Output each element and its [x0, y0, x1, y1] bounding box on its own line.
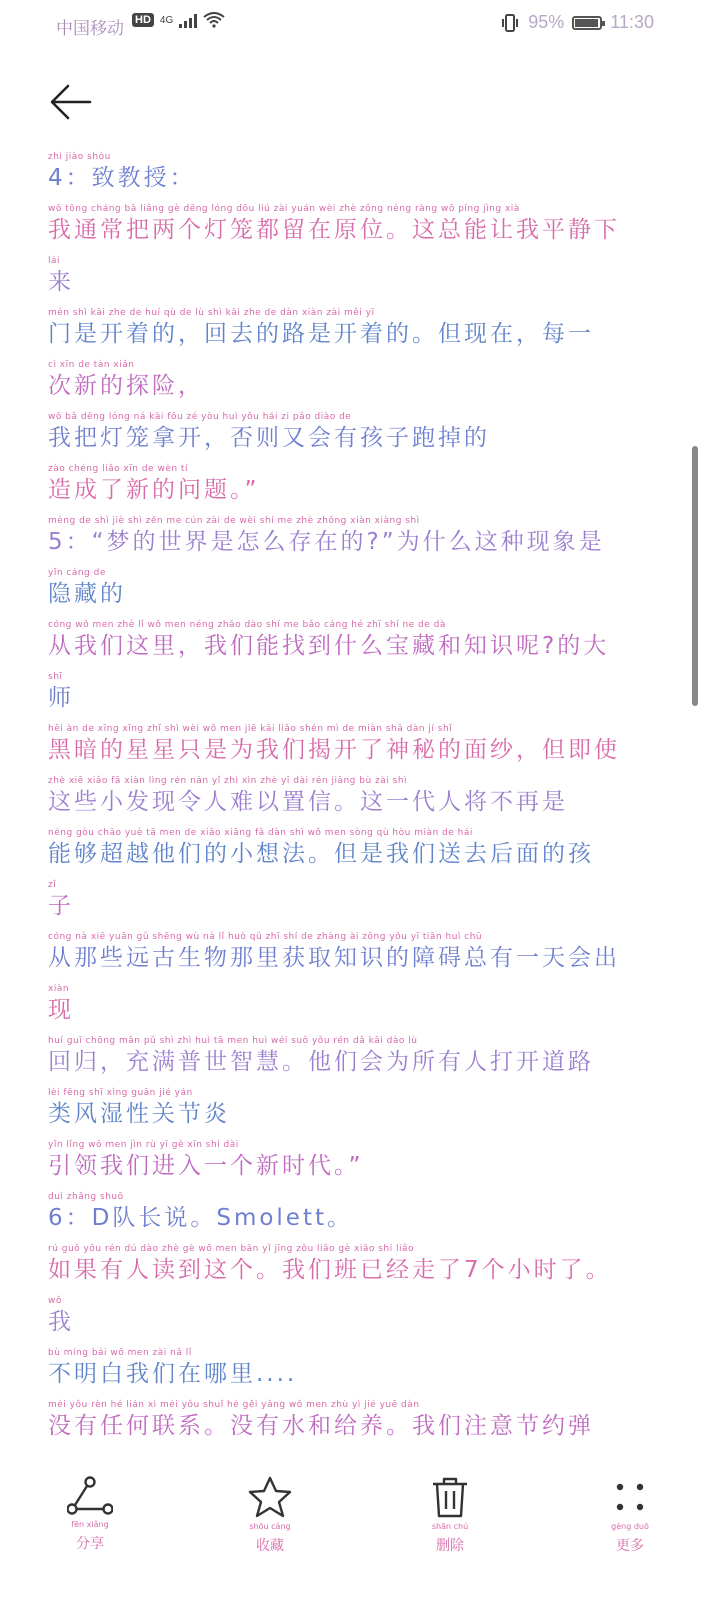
- text-line: [48, 1036, 658, 1076]
- text-line-content: 师: [48, 685, 74, 711]
- delete-button[interactable]: [390, 1470, 510, 1590]
- delete-label: 删除: [436, 1538, 464, 1554]
- text-line: [48, 984, 658, 1024]
- pinyin-annotation: méi yǒu rèn hé lián xì méi yǒu shuǐ hé gěi yǎng wǒ men zhù yì jié yuē dàn: [48, 1400, 420, 1410]
- more-label: 更多: [616, 1538, 644, 1554]
- pinyin-annotation: huí guī chōng mǎn pǔ shì zhì huì tā men huì wéi suǒ yǒu rén dǎ kāi dào lù: [48, 1036, 418, 1046]
- text-line: [48, 776, 658, 816]
- pinyin-annotation: rú guǒ yǒu rén dú dào zhè gè wǒ men bān yǐ jīng zǒu liǎo gè xiǎo shí liǎo: [48, 1244, 414, 1254]
- text-line: [48, 672, 658, 712]
- share-label: 分享: [76, 1536, 104, 1552]
- network-type: 4G: [159, 14, 174, 26]
- pinyin-annotation: cì xīn de tàn xiǎn: [48, 360, 135, 370]
- pinyin-annotation: bù míng bái wǒ men zài nǎ lǐ: [48, 1348, 192, 1358]
- back-arrow-icon: [48, 80, 92, 124]
- text-line: [48, 516, 658, 556]
- text-line: [48, 1348, 658, 1388]
- text-line: [48, 724, 658, 764]
- text-line-content: 类风湿性关节炎: [48, 1101, 230, 1127]
- signal-icon: [179, 12, 197, 28]
- status-right: [500, 12, 654, 33]
- battery-fill: [575, 19, 598, 27]
- text-line: [48, 256, 658, 296]
- star-icon: [247, 1476, 293, 1518]
- text-line: [48, 1088, 658, 1128]
- pinyin-annotation: néng gòu chāo yuè tā men de xiǎo xiǎng fǎ dàn shì wǒ men sòng qù hòu miàn de hái: [48, 828, 473, 838]
- pinyin-annotation: cóng wǒ men zhè lǐ wǒ men néng zhǎo dào shí me bǎo cáng hé zhī shí ne de dà: [48, 620, 446, 630]
- text-line-content: 现: [48, 997, 74, 1023]
- hd-badge: HD: [132, 13, 154, 27]
- pinyin-annotation: cóng nà xiē yuǎn gǔ shēng wù nà lǐ huò qǔ zhī shí de zhàng ài zǒng yǒu yī tiān huì chū: [48, 932, 483, 942]
- pinyin-annotation: zào chéng liǎo xīn de wèn tí: [48, 464, 188, 474]
- vibrate-icon: [500, 14, 520, 32]
- share-pinyin: fēn xiǎng: [71, 1520, 109, 1529]
- more-button[interactable]: [570, 1470, 690, 1590]
- text-line-content: 次新的探险，: [48, 373, 204, 399]
- pinyin-annotation: lái: [48, 256, 61, 266]
- carrier-label: 中国移动: [56, 19, 124, 38]
- pinyin-annotation: wǒ: [48, 1296, 62, 1306]
- text-line-content: 我: [48, 1309, 74, 1335]
- text-line-content: 如果有人读到这个。我们班已经走了7个小时了。: [48, 1257, 612, 1283]
- text-line: [48, 360, 658, 400]
- text-line-content: 引领我们进入一个新时代。”: [48, 1153, 364, 1179]
- text-line-content: 不明白我们在哪里....: [48, 1361, 298, 1387]
- text-line: [48, 932, 658, 972]
- text-line-content: 从那些远古生物那里获取知识的障碍总有一天会出: [48, 945, 620, 971]
- reading-content: [48, 152, 658, 1452]
- wifi-icon: [203, 12, 225, 28]
- delete-pinyin: shān chú: [431, 1522, 469, 1531]
- text-line: [48, 1296, 658, 1336]
- share-icon: [67, 1476, 113, 1516]
- text-line: [48, 828, 658, 868]
- text-line-content: 5：“梦的世界是怎么存在的?”为什么这种现象是: [48, 529, 605, 555]
- text-line: [48, 308, 658, 348]
- text-line-content: 从我们这里，我们能找到什么宝藏和知识呢?的大: [48, 633, 610, 659]
- bottom-action-bar: [0, 1470, 720, 1600]
- text-line: [48, 204, 658, 244]
- text-line-content: 门是开着的，回去的路是开着的。但现在，每一: [48, 321, 594, 347]
- favorite-label: 收藏: [256, 1538, 284, 1554]
- text-line-content: 我把灯笼拿开，否则又会有孩子跑掉的: [48, 425, 490, 451]
- pinyin-annotation: xiàn: [48, 984, 70, 994]
- pinyin-annotation: zhì jiào shòu: [48, 152, 111, 162]
- text-line-content: 隐藏的: [48, 581, 126, 607]
- text-line-content: 这些小发现令人难以置信。这一代人将不再是: [48, 789, 568, 815]
- text-line: [48, 152, 658, 192]
- text-line-content: 来: [48, 269, 74, 295]
- pinyin-annotation: zǐ: [48, 880, 57, 890]
- trash-icon: [427, 1476, 473, 1518]
- text-line: [48, 1244, 658, 1284]
- pinyin-annotation: hēi àn de xīng xīng zhǐ shì wèi wǒ men jiē kāi liǎo shén mì de miàn shā dàn jí shǐ: [48, 724, 453, 734]
- text-line-content: 回归，充满普世智慧。他们会为所有人打开道路: [48, 1049, 594, 1075]
- more-icon: [607, 1476, 653, 1518]
- scrollbar[interactable]: [692, 446, 698, 706]
- pinyin-annotation: wǒ bǎ dēng lóng ná kāi fǒu zé yòu huì yǒu hái zi pǎo diào de: [48, 412, 352, 422]
- pinyin-annotation: shī: [48, 672, 63, 682]
- share-button[interactable]: [30, 1470, 150, 1590]
- text-line-content: 我通常把两个灯笼都留在原位。这总能让我平静下: [48, 217, 620, 243]
- text-line: [48, 464, 658, 504]
- text-line: [48, 880, 658, 920]
- pinyin-annotation: zhè xiē xiǎo fā xiàn lìng rén nán yǐ zhì xìn zhè yī dài rén jiāng bù zài shì: [48, 776, 408, 786]
- pinyin-annotation: mèng de shì jiè shì zěn me cún zài de wèi shí me zhè zhǒng xiàn xiàng shì: [48, 516, 420, 526]
- battery-icon: [572, 16, 602, 30]
- favorite-pinyin: shōu cáng: [249, 1522, 291, 1531]
- pinyin-annotation: yǐn lǐng wǒ men jìn rù yī gè xīn shí dài: [48, 1140, 239, 1150]
- back-button[interactable]: [48, 80, 92, 124]
- clock: 11:30: [610, 12, 654, 32]
- text-line: [48, 1140, 658, 1180]
- text-line: [48, 620, 658, 660]
- pinyin-annotation: yǐn cáng de: [48, 568, 106, 578]
- status-bar: [0, 0, 720, 52]
- text-line-content: 子: [48, 893, 74, 919]
- text-line: [48, 568, 658, 608]
- pinyin-annotation: mén shì kāi zhe de huí qù de lù shì kāi zhe de dàn xiàn zài měi yī: [48, 308, 375, 318]
- favorite-button[interactable]: [210, 1470, 330, 1590]
- pinyin-annotation: lèi fēng shī xìng guān jié yán: [48, 1088, 193, 1098]
- text-line-content: 造成了新的问题。”: [48, 477, 260, 503]
- text-line-content: 能够超越他们的小想法。但是我们送去后面的孩: [48, 841, 594, 867]
- text-line: [48, 1400, 658, 1440]
- pinyin-annotation: duì zhǎng shuō: [48, 1192, 124, 1202]
- text-line: [48, 412, 658, 452]
- battery-percent: 95%: [528, 12, 565, 32]
- text-line-content: 4：致教授：: [48, 165, 196, 191]
- more-pinyin: gèng duō: [611, 1522, 649, 1531]
- pinyin-annotation: wǒ tōng cháng bǎ liǎng gè dēng lóng dōu liú zài yuán wèi zhè zǒng néng ràng wǒ píng jìng xià: [48, 204, 520, 214]
- text-line-content: 6：D队长说。Smolett。: [48, 1205, 353, 1231]
- text-line-content: 没有任何联系。没有水和给养。我们注意节约弹: [48, 1413, 594, 1439]
- text-line-content: 黑暗的星星只是为我们揭开了神秘的面纱，但即使: [48, 737, 620, 763]
- text-line: [48, 1192, 658, 1232]
- network-indicators: [132, 12, 225, 28]
